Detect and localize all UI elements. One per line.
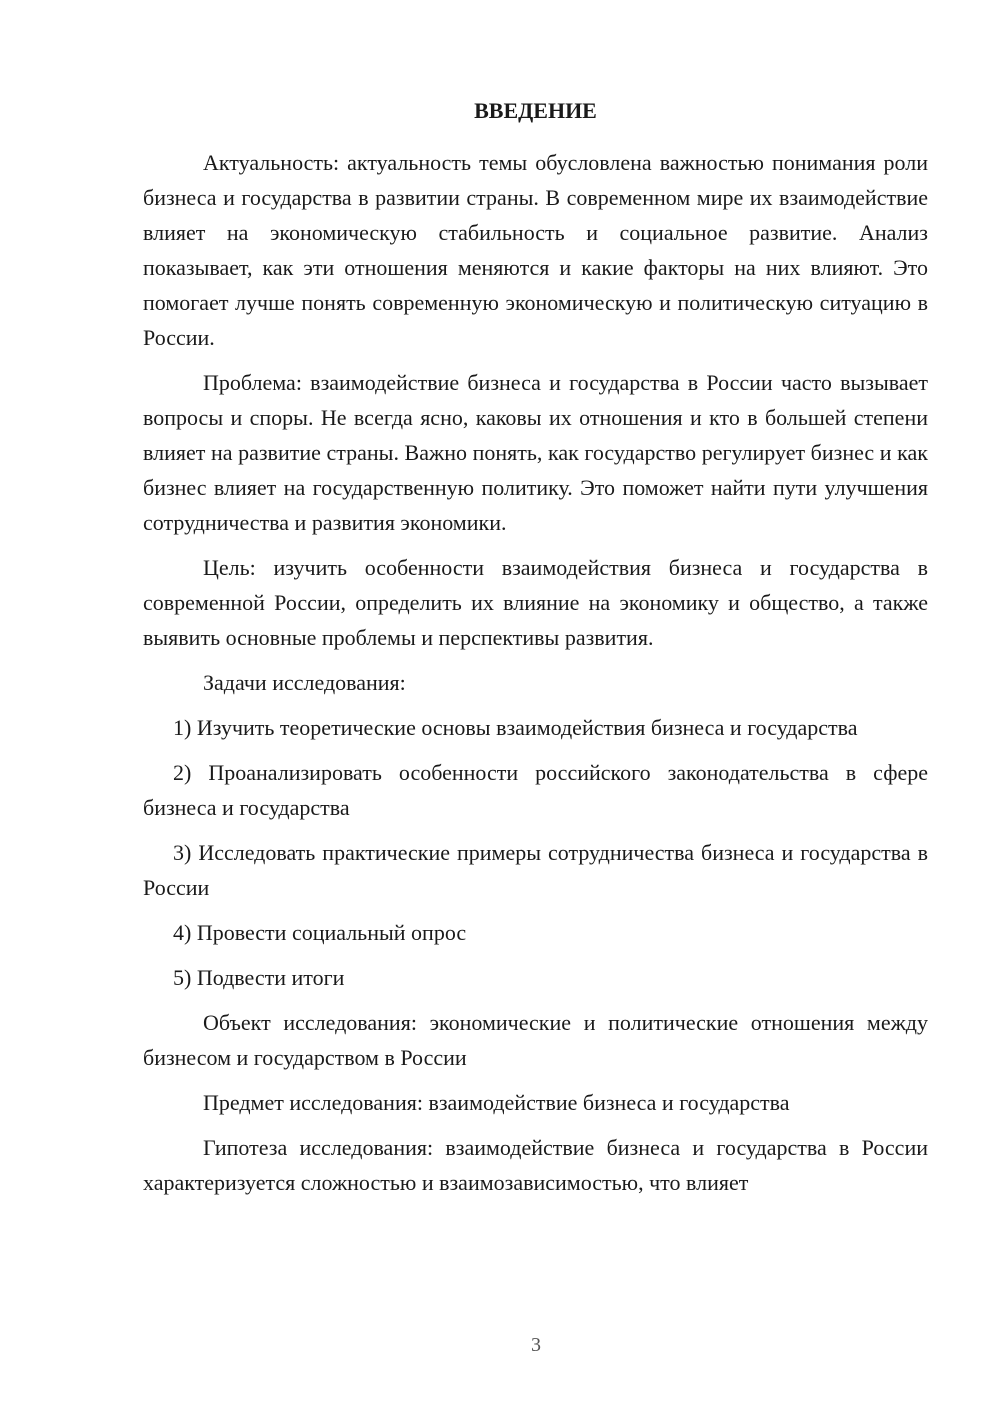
paragraph-hypothesis: Гипотеза исследования: взаимодействие бизнеса и государства в России характеризуется сложностью и взаимозависимостью, что влияет (143, 1135, 928, 1195)
task-item-3: 3) Исследовать практические примеры сотрудничества бизнеса и государства в России (143, 840, 928, 900)
page-number: 3 (531, 1334, 541, 1356)
paragraph-problem: Проблема: взаимодействие бизнеса и государства в России часто вызывает вопросы и споры. Не всегда ясно, каковы их отношения и кто в большей степени влияет на развитие страны. Важно понять, как государство регулирует бизнес и как бизнес влияет на государственную политику. Это поможет найти пути улучшения сотрудничества и развития экономики. (143, 370, 928, 535)
document-page (143, 95, 928, 1200)
paragraph-object: Объект исследования: экономические и политические отношения между бизнесом и государством в России (143, 1010, 928, 1070)
task-item-2: 2) Проанализировать особенности российского законодательства в сфере бизнеса и государства (143, 760, 928, 820)
page-title: ВВЕДЕНИЕ (474, 98, 597, 123)
task-item-1: 1) Изучить теоретические основы взаимодействия бизнеса и государства (173, 715, 858, 740)
paragraph-tasks-heading: Задачи исследования: (203, 670, 406, 695)
paragraph-relevance: Актуальность: актуальность темы обусловлена важностью понимания роли бизнеса и государства в развитии страны. В современном мире их взаимодействие влияет на экономическую стабильность и социальное развитие. Анализ показывает, как эти отношения меняются и какие факторы на них влияют. Это помогает лучше понять современную экономическую и политическую ситуацию в России. (143, 150, 928, 350)
paragraph-goal: Цель: изучить особенности взаимодействия бизнеса и государства в современной России, определить их влияние на экономику и общество, а также выявить основные проблемы и перспективы развития. (143, 555, 928, 650)
task-item-4: 4) Провести социальный опрос (173, 920, 467, 945)
task-item-5: 5) Подвести итоги (173, 965, 345, 990)
paragraph-subject: Предмет исследования: взаимодействие бизнеса и государства (203, 1090, 790, 1115)
